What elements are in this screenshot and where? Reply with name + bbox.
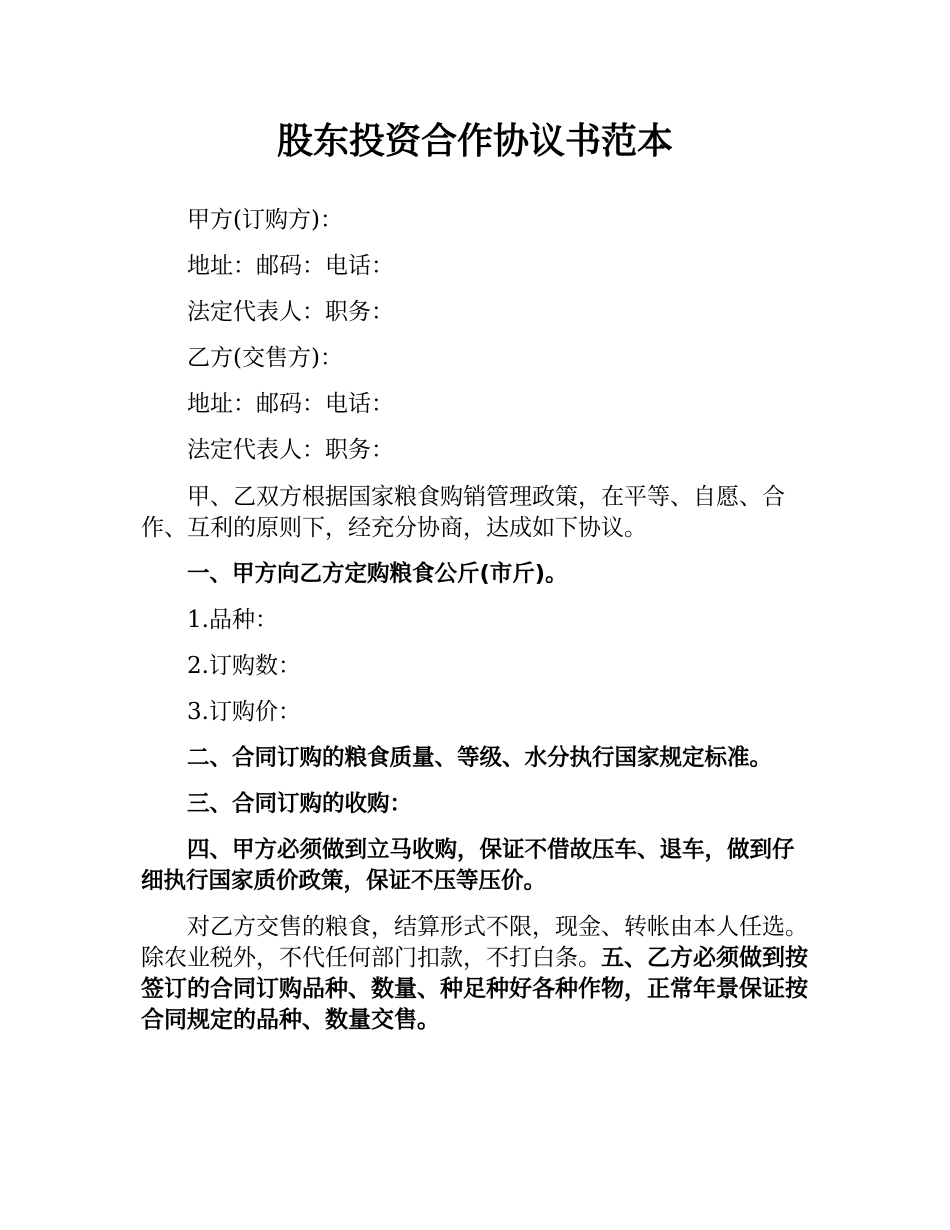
party-a-address-line: 地址：邮码：电话：	[187, 253, 394, 279]
party-b-rep-line: 法定代表人：职务：	[187, 437, 394, 463]
clause-4: 四、甲方必须做到立马收购，保证不借故压车、退车，做到仔细执行国家质价政策，保证不压等压价。	[141, 837, 795, 894]
party-b-label: 乙方(交售方)：	[187, 345, 343, 371]
clause-5: 五、乙方必须做到按签订的合同订购品种、数量、种足种好各种作物，正常年景保证按合同规定的品种、数量交售。	[141, 945, 808, 1033]
party-b-address-line: 地址：邮码：电话：	[187, 391, 394, 417]
party-a-label: 甲方(订购方)：	[187, 207, 343, 233]
clause-1-item-variety: 1.品种：	[187, 607, 278, 633]
clause-1-item-price: 3.订购价：	[187, 699, 301, 725]
settlement-text: 对乙方交售的粮食，结算形式不限，现金、转帐由本人任选。除农业税外，不代任何部门扣款，不打白条。	[141, 914, 808, 971]
settlement-paragraph	[141, 912, 813, 1036]
clause-2: 二、合同订购的粮食质量、等级、水分执行国家规定标准。	[187, 745, 773, 771]
document-title: 股东投资合作协议书范本	[276, 121, 673, 162]
party-a-rep-line: 法定代表人：职务：	[187, 299, 394, 325]
intro-paragraph: 甲、乙双方根据国家粮食购销管理政策，在平等、自愿、合作、互利的原则下，经充分协商，达成如下协议。	[141, 484, 785, 541]
clause-1-item-quantity: 2.订购数：	[187, 653, 301, 679]
clause-1-heading: 一、甲方向乙方定购粮食公斤(市斤)。	[187, 561, 568, 587]
clause-3: 三、合同订购的收购：	[187, 791, 413, 817]
